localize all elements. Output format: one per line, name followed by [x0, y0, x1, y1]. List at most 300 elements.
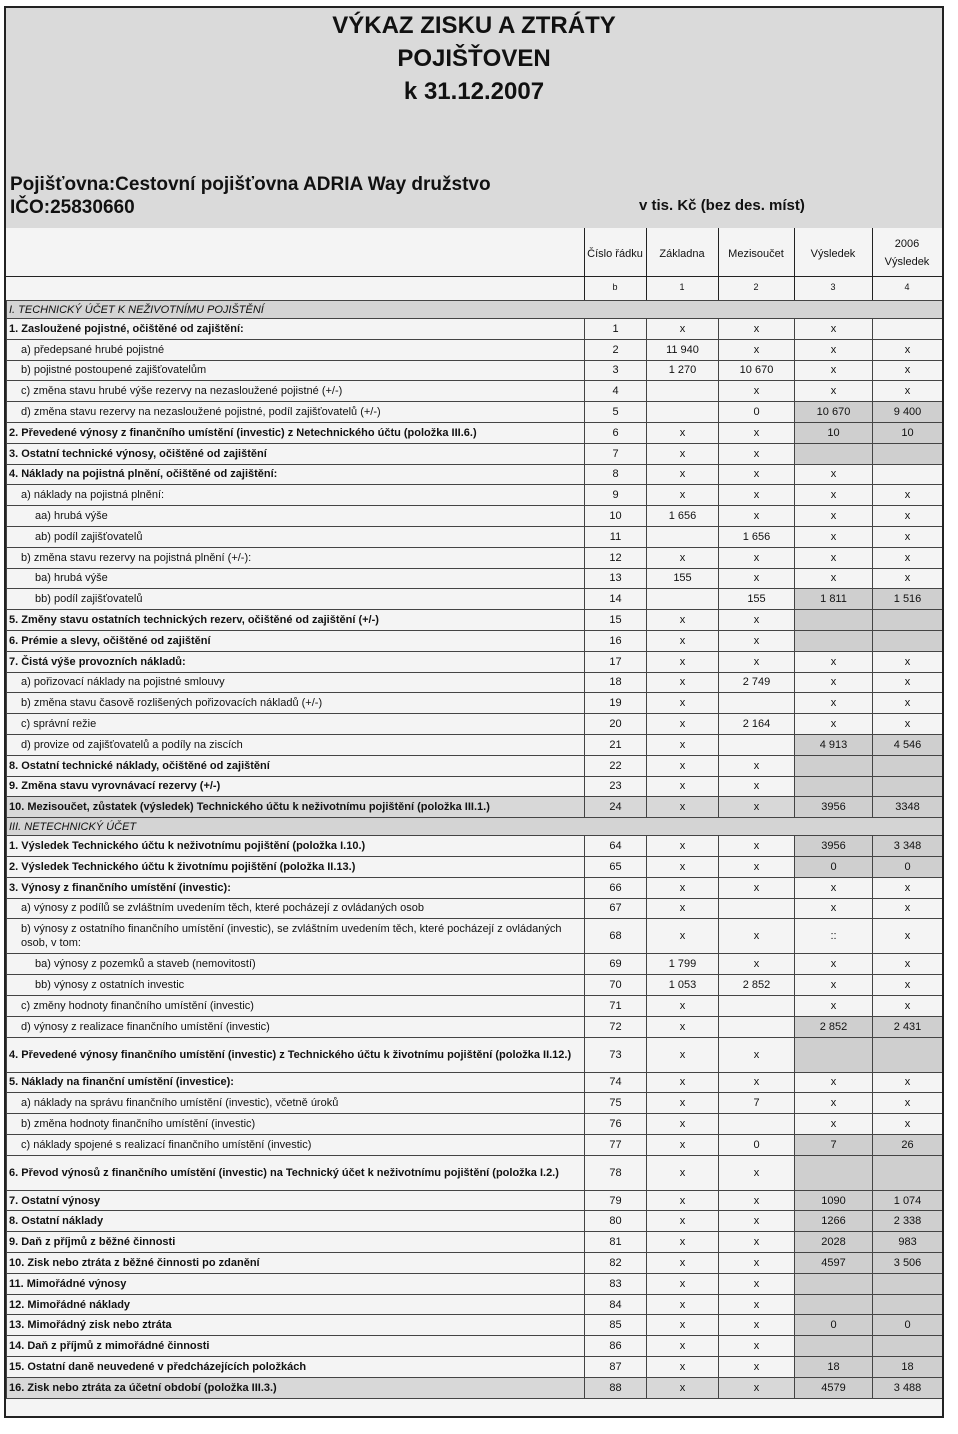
table-row [7, 1336, 943, 1357]
row-number: 2 [585, 339, 647, 360]
subtotal-value [719, 1016, 795, 1037]
subtotal-value: x [719, 836, 795, 857]
table-row [7, 714, 943, 735]
subtotal-value: x [719, 485, 795, 506]
subtotal-value: x [719, 1072, 795, 1093]
col-row-number: Číslo řádku [587, 248, 643, 260]
row-label: 2. Převedené výnosy z finančního umístění (investic) z Netechnického účtu (položka III.6.) [7, 422, 585, 443]
row-label: 7. Čistá výše provozních nákladů: [7, 651, 585, 672]
subtotal-value: x [719, 1294, 795, 1315]
prev-result-value: x [873, 339, 943, 360]
row-number: 78 [585, 1155, 647, 1190]
result-value [795, 1273, 873, 1294]
row-number: 66 [585, 877, 647, 898]
base-value: 155 [647, 568, 719, 589]
result-value: x [795, 568, 873, 589]
prev-result-value: 2 338 [873, 1211, 943, 1232]
prev-result-value: 3 506 [873, 1253, 943, 1274]
row-label: ba) hrubá výše [7, 568, 585, 589]
result-value: x [795, 877, 873, 898]
subtotal-value: 2 164 [719, 714, 795, 735]
table-row [7, 995, 943, 1016]
result-value: 7 [795, 1134, 873, 1155]
subtotal-value [719, 898, 795, 919]
result-value: 2028 [795, 1232, 873, 1253]
result-value: x [795, 1093, 873, 1114]
base-value: x [647, 422, 719, 443]
col-divider [646, 228, 647, 300]
subtotal-value: x [719, 339, 795, 360]
prev-result-value: 0 [873, 856, 943, 877]
row-label: 8. Ostatní náklady [7, 1211, 585, 1232]
result-value: x [795, 651, 873, 672]
row-label: b) změna stavu rezervy na pojistná plnění (+/-): [7, 547, 585, 568]
prev-result-value: x [873, 485, 943, 506]
col-code-3: 3 [830, 282, 836, 292]
row-number: 8 [585, 464, 647, 485]
table-row [7, 919, 943, 954]
subtotal-value: 10 670 [719, 360, 795, 381]
prev-result-value: 3348 [873, 797, 943, 818]
prev-result-value [873, 610, 943, 631]
table-row [7, 1037, 943, 1072]
row-number: 24 [585, 797, 647, 818]
base-value: x [647, 630, 719, 651]
subtotal-value: x [719, 1232, 795, 1253]
row-label: b) výnosy z ostatního finančního umístění (investic), se zvláštním uvedením těch, které pocházejí z ovládaných osob, v tom: [7, 919, 585, 954]
table-row [7, 339, 943, 360]
base-value: 1 053 [647, 975, 719, 996]
row-label: a) předepsané hrubé pojistné [7, 339, 585, 360]
table-row [7, 1134, 943, 1155]
row-number: 1 [585, 319, 647, 340]
result-value: x [795, 485, 873, 506]
row-label: 5. Náklady na finanční umístění (investice): [7, 1072, 585, 1093]
row-number: 76 [585, 1114, 647, 1135]
result-value: x [795, 464, 873, 485]
report-date: k 31.12.2007 [403, 78, 545, 105]
table-row [7, 1093, 943, 1114]
row-number: 64 [585, 836, 647, 857]
col-code-b: b [612, 282, 618, 292]
prev-result-value [873, 1294, 943, 1315]
prev-result-value: 1 516 [873, 589, 943, 610]
income-statement-table [6, 300, 943, 1399]
row-number: 20 [585, 714, 647, 735]
result-value [795, 1294, 873, 1315]
base-value: x [647, 443, 719, 464]
table-row [7, 1232, 943, 1253]
result-value: x [795, 672, 873, 693]
result-value: 4597 [795, 1253, 873, 1274]
row-label: 9. Změna stavu vyrovnávací rezervy (+/-) [7, 776, 585, 797]
subtotal-value: x [719, 1273, 795, 1294]
table-row [7, 1273, 943, 1294]
table-row [7, 1357, 943, 1378]
base-value: x [647, 1016, 719, 1037]
subtotal-value: x [719, 1037, 795, 1072]
row-label: d) výnosy z realizace finančního umístění (investic) [7, 1016, 585, 1037]
table-row [7, 589, 943, 610]
report-sheet [4, 6, 944, 1418]
prev-result-value: x [873, 877, 943, 898]
table-row [7, 526, 943, 547]
base-value: 11 940 [647, 339, 719, 360]
subtotal-value: x [719, 630, 795, 651]
result-value: 10 670 [795, 402, 873, 423]
row-number: 21 [585, 734, 647, 755]
result-value: 18 [795, 1357, 873, 1378]
row-number: 73 [585, 1037, 647, 1072]
row-number: 68 [585, 919, 647, 954]
prev-result-value: x [873, 672, 943, 693]
result-value: x [795, 506, 873, 527]
result-value: x [795, 360, 873, 381]
row-label: 6. Prémie a slevy, očištěné od zajištění [7, 630, 585, 651]
base-value: x [647, 836, 719, 857]
subtotal-value: x [719, 422, 795, 443]
subtotal-value [719, 693, 795, 714]
prev-result-value [873, 319, 943, 340]
subtotal-value: x [719, 381, 795, 402]
table-row [7, 1294, 943, 1315]
prev-result-value: 4 546 [873, 734, 943, 755]
row-label: 4. Náklady na pojistná plnění, očištěné od zajištění: [7, 464, 585, 485]
table-row [7, 1253, 943, 1274]
row-number: 7 [585, 443, 647, 464]
base-value: x [647, 1253, 719, 1274]
subtotal-value: 2 749 [719, 672, 795, 693]
prev-result-value: x [873, 995, 943, 1016]
base-value: 1 799 [647, 954, 719, 975]
result-value [795, 1336, 873, 1357]
report-header [6, 8, 942, 230]
base-value: x [647, 1211, 719, 1232]
table-row [7, 485, 943, 506]
base-value: x [647, 1114, 719, 1135]
table-row [7, 877, 943, 898]
row-number: 88 [585, 1377, 647, 1398]
row-number: 12 [585, 547, 647, 568]
table-row [7, 954, 943, 975]
prev-result-value: x [873, 1114, 943, 1135]
base-value: x [647, 919, 719, 954]
subtotal-value: x [719, 856, 795, 877]
base-value: x [647, 1190, 719, 1211]
table-row [7, 402, 943, 423]
row-number: 16 [585, 630, 647, 651]
table-row [7, 319, 943, 340]
row-label: c) správní režie [7, 714, 585, 735]
section-heading [7, 818, 943, 836]
table-row [7, 734, 943, 755]
table-row [7, 755, 943, 776]
table-row [7, 381, 943, 402]
row-label: 8. Ostatní technické náklady, očištěné od zajištění [7, 755, 585, 776]
row-label: 5. Změny stavu ostatních technických rezerv, očištěné od zajištění (+/-) [7, 610, 585, 631]
prev-result-value: x [873, 693, 943, 714]
row-number: 6 [585, 422, 647, 443]
base-value: x [647, 1377, 719, 1398]
report-subtitle: POJIŠŤOVEN [397, 45, 551, 72]
row-number: 70 [585, 975, 647, 996]
table-row [7, 1190, 943, 1211]
subtotal-value: x [719, 464, 795, 485]
col-code-1: 1 [679, 282, 685, 292]
row-number: 9 [585, 485, 647, 506]
company-id: IČO:25830660 [10, 197, 135, 218]
subtotal-value: x [719, 1190, 795, 1211]
table-row [7, 1211, 943, 1232]
row-label: a) náklady na správu finančního umístění (investic), včetně úroků [7, 1093, 585, 1114]
base-value [647, 381, 719, 402]
subtotal-value: x [719, 506, 795, 527]
prev-result-value: 983 [873, 1232, 943, 1253]
row-number: 87 [585, 1357, 647, 1378]
table-row [7, 1114, 943, 1135]
table-row [7, 975, 943, 996]
table-row [7, 568, 943, 589]
base-value: 1 656 [647, 506, 719, 527]
row-label: 3. Výnosy z finančního umístění (investic): [7, 877, 585, 898]
subtotal-value: 2 852 [719, 975, 795, 996]
result-value: 1090 [795, 1190, 873, 1211]
table-row [7, 1315, 943, 1336]
row-number: 10 [585, 506, 647, 527]
prev-result-value: 2 431 [873, 1016, 943, 1037]
row-label: 4. Převedené výnosy finančního umístění (investic) z Technického účtu k životnímu pojištění (položka II.12.) [7, 1037, 585, 1072]
row-number: 18 [585, 672, 647, 693]
insurer-name: Pojišťovna:Cestovní pojišťovna ADRIA Way družstvo [10, 174, 491, 195]
subtotal-value: x [719, 443, 795, 464]
row-label: 7. Ostatní výnosy [7, 1190, 585, 1211]
section-heading [7, 301, 943, 319]
row-label: 12. Mimořádné náklady [7, 1294, 585, 1315]
subtotal-value [719, 995, 795, 1016]
col-result: Výsledek [810, 248, 856, 260]
row-number: 22 [585, 755, 647, 776]
result-value: x [795, 975, 873, 996]
subtotal-value: 155 [719, 589, 795, 610]
subtotal-value: x [719, 954, 795, 975]
prev-result-value: x [873, 568, 943, 589]
prev-result-value: 1 074 [873, 1190, 943, 1211]
table-row [7, 1155, 943, 1190]
result-value: :: [795, 919, 873, 954]
prev-result-value: 18 [873, 1357, 943, 1378]
result-value: x [795, 995, 873, 1016]
subtotal-value: x [719, 1155, 795, 1190]
table-row [7, 547, 943, 568]
table-row [7, 1016, 943, 1037]
prev-result-value: 0 [873, 1315, 943, 1336]
prev-result-value: x [873, 506, 943, 527]
base-value: x [647, 610, 719, 631]
row-label: 1. Zasloužené pojistné, očištěné od zajištění: [7, 319, 585, 340]
base-value: x [647, 776, 719, 797]
result-value: 4579 [795, 1377, 873, 1398]
row-number: 71 [585, 995, 647, 1016]
prev-result-value [873, 1037, 943, 1072]
subtotal-value: x [719, 1377, 795, 1398]
base-value: x [647, 1232, 719, 1253]
col-base: Základna [659, 248, 705, 260]
row-number: 83 [585, 1273, 647, 1294]
result-value: x [795, 714, 873, 735]
prev-result-value [873, 776, 943, 797]
row-label: 16. Zisk nebo ztráta za účetní období (položka III.3.) [7, 1377, 585, 1398]
subtotal-value: x [719, 1211, 795, 1232]
row-label: 13. Mimořádný zisk nebo ztráta [7, 1315, 585, 1336]
base-value [647, 589, 719, 610]
table-row [7, 693, 943, 714]
result-value [795, 776, 873, 797]
row-number: 86 [585, 1336, 647, 1357]
table-row [7, 610, 943, 631]
row-label: a) náklady na pojistná plnění: [7, 485, 585, 506]
row-label: c) změna stavu hrubé výše rezervy na nezasloužené pojistné (+/-) [7, 381, 585, 402]
column-header [6, 228, 942, 302]
prev-result-value: 26 [873, 1134, 943, 1155]
row-number: 15 [585, 610, 647, 631]
row-number: 3 [585, 360, 647, 381]
subtotal-value: x [719, 1336, 795, 1357]
row-number: 74 [585, 1072, 647, 1093]
row-label: 1. Výsledek Technického účtu k neživotnímu pojištění (položka I.10.) [7, 836, 585, 857]
table-row [7, 422, 943, 443]
col-code-2: 2 [753, 282, 759, 292]
result-value: x [795, 954, 873, 975]
row-label: bb) výnosy z ostatních investic [7, 975, 585, 996]
row-number: 19 [585, 693, 647, 714]
prev-result-value [873, 464, 943, 485]
table-row [7, 443, 943, 464]
table-row [7, 464, 943, 485]
subtotal-value: x [719, 776, 795, 797]
base-value: x [647, 1357, 719, 1378]
row-label: ba) výnosy z pozemků a staveb (nemovitostí) [7, 954, 585, 975]
base-value: x [647, 797, 719, 818]
subtotal-value: x [719, 319, 795, 340]
result-value [795, 755, 873, 776]
prev-result-value [873, 443, 943, 464]
result-value: 1266 [795, 1211, 873, 1232]
subtotal-value: 1 656 [719, 526, 795, 547]
row-number: 65 [585, 856, 647, 877]
row-number: 5 [585, 402, 647, 423]
result-value: 3956 [795, 797, 873, 818]
row-label: c) změny hodnoty finančního umístění (investic) [7, 995, 585, 1016]
table-row [7, 1377, 943, 1398]
base-value: x [647, 734, 719, 755]
table-row [7, 630, 943, 651]
table-row [7, 672, 943, 693]
row-number: 72 [585, 1016, 647, 1037]
result-value: x [795, 693, 873, 714]
base-value: x [647, 898, 719, 919]
row-label: 11. Mimořádné výnosy [7, 1273, 585, 1294]
table-row [7, 360, 943, 381]
col-divider [584, 228, 585, 300]
subtotal-value: x [719, 755, 795, 776]
prev-result-value: x [873, 547, 943, 568]
base-value: x [647, 755, 719, 776]
result-value [795, 610, 873, 631]
base-value: 1 270 [647, 360, 719, 381]
result-value: 3956 [795, 836, 873, 857]
section-label: III. NETECHNICKÝ ÚČET [7, 818, 943, 836]
base-value [647, 402, 719, 423]
row-number: 13 [585, 568, 647, 589]
row-number: 82 [585, 1253, 647, 1274]
subtotal-value [719, 1114, 795, 1135]
subtotal-value: x [719, 1253, 795, 1274]
prev-result-value: x [873, 651, 943, 672]
prev-result-value [873, 1273, 943, 1294]
row-number: 69 [585, 954, 647, 975]
subtotal-value: 0 [719, 402, 795, 423]
row-label: 14. Daň z příjmů z mimořádné činnosti [7, 1336, 585, 1357]
result-value: x [795, 381, 873, 402]
base-value: x [647, 693, 719, 714]
subtotal-value [719, 734, 795, 755]
result-value [795, 1155, 873, 1190]
result-value: x [795, 526, 873, 547]
row-number: 67 [585, 898, 647, 919]
row-label: a) pořizovací náklady na pojistné smlouvy [7, 672, 585, 693]
prev-result-value [873, 630, 943, 651]
prev-result-value: x [873, 360, 943, 381]
result-value: 0 [795, 856, 873, 877]
prev-result-value: x [873, 1072, 943, 1093]
subtotal-value: x [719, 919, 795, 954]
subtotal-value: 7 [719, 1093, 795, 1114]
row-number: 84 [585, 1294, 647, 1315]
base-value: x [647, 464, 719, 485]
col-divider [794, 228, 795, 300]
subtotal-value: x [719, 1357, 795, 1378]
result-value: x [795, 547, 873, 568]
table-row [7, 651, 943, 672]
base-value: x [647, 995, 719, 1016]
table-row [7, 776, 943, 797]
base-value: x [647, 714, 719, 735]
base-value: x [647, 877, 719, 898]
result-value: x [795, 898, 873, 919]
prev-result-value: x [873, 1093, 943, 1114]
result-value [795, 630, 873, 651]
row-label: aa) hrubá výše [7, 506, 585, 527]
section-label: I. TECHNICKÝ ÚČET K NEŽIVOTNÍMU POJIŠTĚNÍ [7, 301, 943, 319]
prev-result-value: x [873, 954, 943, 975]
units-note: v tis. Kč (bez des. míst) [639, 197, 805, 214]
prev-result-value [873, 755, 943, 776]
subtotal-value: x [719, 568, 795, 589]
subtotal-value: x [719, 877, 795, 898]
subtotal-value: x [719, 547, 795, 568]
base-value: x [647, 1273, 719, 1294]
row-number: 14 [585, 589, 647, 610]
col-prev-result: Výsledek [884, 256, 930, 268]
base-value: x [647, 1294, 719, 1315]
col-prev-year: 2006 [894, 238, 920, 250]
subtotal-value: x [719, 1315, 795, 1336]
base-value: x [647, 1072, 719, 1093]
prev-result-value: x [873, 975, 943, 996]
row-label: bb) podíl zajišťovatelů [7, 589, 585, 610]
result-value: 2 852 [795, 1016, 873, 1037]
table-row [7, 856, 943, 877]
